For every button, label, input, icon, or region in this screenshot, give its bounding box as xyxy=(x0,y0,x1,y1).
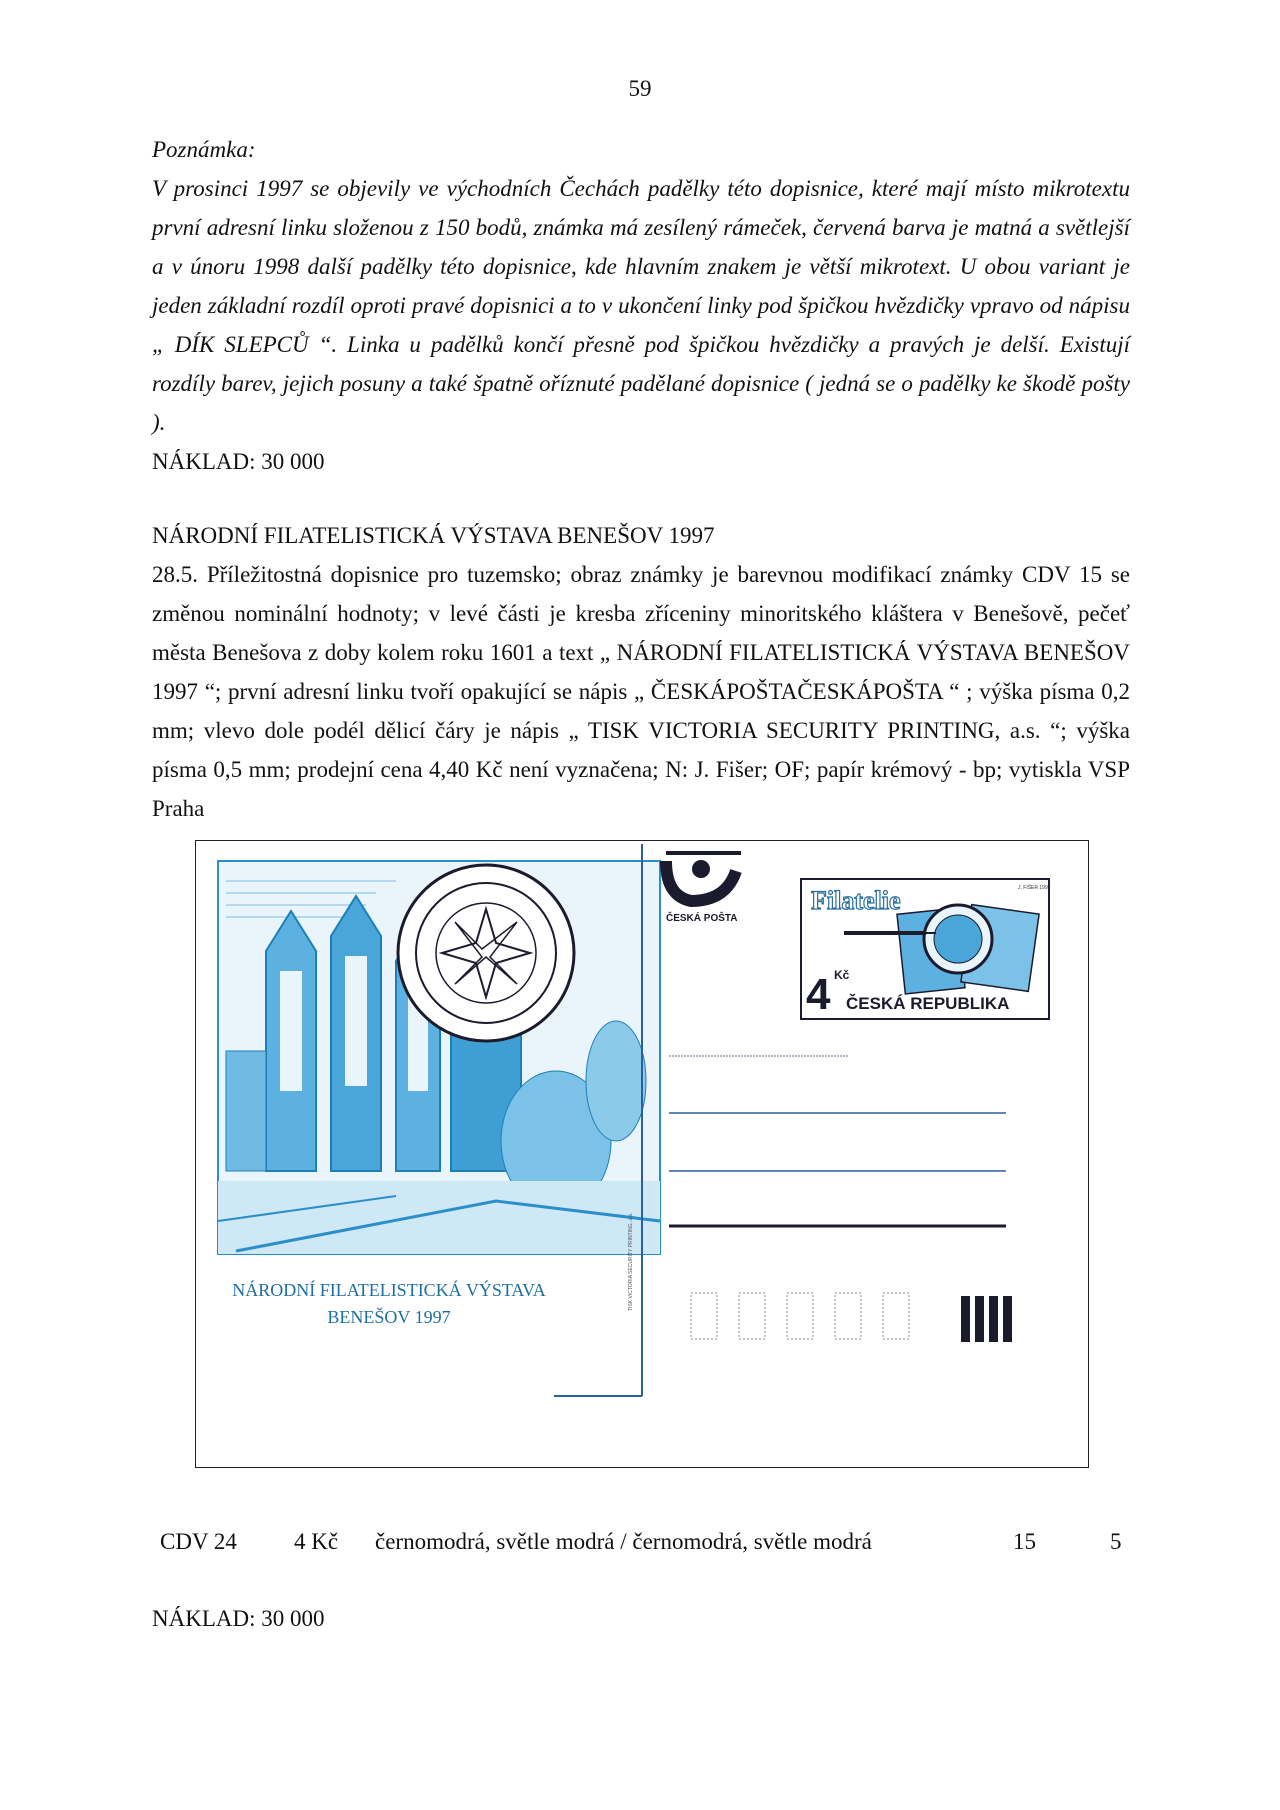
svg-text:TISK VICTORIA SECURITY PRINTIN: TISK VICTORIA SECURITY PRINTING, a.s. xyxy=(628,1212,634,1311)
note-block xyxy=(152,130,1130,481)
card-caption-line1: NÁRODNÍ FILATELISTICKÁ VÝSTAVA xyxy=(232,1280,546,1300)
catalog-colors: černomodrá, světle modrá / černomodrá, světle modrá xyxy=(375,1529,872,1554)
town-seal xyxy=(398,865,574,1041)
stamp-designer: J. FIŠER 1997 xyxy=(1018,885,1051,891)
postcard-image xyxy=(195,840,1089,1468)
catalog-price-mint: 15 xyxy=(1013,1529,1036,1554)
catalog-row xyxy=(0,1529,1280,1569)
note-naklad: NÁKLAD: 30 000 xyxy=(152,449,325,474)
address-lines xyxy=(669,1056,1006,1226)
stamp xyxy=(801,879,1051,1019)
stamp-currency: Kč xyxy=(834,968,850,982)
post-logo-text: ČESKÁ POŠTA xyxy=(666,913,738,924)
section-description: 28.5. Příležitostná dopisnice pro tuzemsko; obraz známky je barevnou modifikací známky CDV 15 se změnou nominální hodnoty; v levé části je kresba zříceniny minoritského kláštera v Benešově, pečeť města Benešova z doby kolem roku 1601 a text „ NÁRODNÍ FILATELISTICKÁ VÝSTAVA BENEŠOV 1997 “; první adresní linku tvoří opakující se nápis „ ČESKÁPOŠTAČESKÁPOŠTA “ ; výška písma 0,2 mm; vlevo dole podél dělicí čáry je nápis „ TISK VICTORIA SECURITY PRINTING, a.s. “; výška písma 0,5 mm; prodejní cena 4,40 Kč není vyznačena; N: J. Fišer; OF; papír krémový - bp; vytiskla VSP Praha xyxy=(152,562,1130,821)
catalog-code: CDV 24 xyxy=(160,1529,237,1554)
page-number: 59 xyxy=(628,76,652,101)
stamp-value: 4 xyxy=(806,970,831,1019)
bottom-naklad: NÁKLAD: 30 000 xyxy=(152,1606,325,1631)
section-title: NÁRODNÍ FILATELISTICKÁ VÝSTAVA BENEŠOV 1997 xyxy=(152,523,715,548)
catalog-value: 4 Kč xyxy=(294,1529,339,1554)
ceska-posta-logo xyxy=(666,853,741,901)
stamp-title: Filatelie xyxy=(811,886,901,915)
note-label: Poznámka: xyxy=(152,137,256,162)
stamp-country: ČESKÁ REPUBLIKA xyxy=(846,994,1010,1013)
postal-code-boxes xyxy=(691,1293,909,1339)
catalog-price-used: 5 xyxy=(1110,1529,1122,1554)
note-body: V prosinci 1997 se objevily ve východních Čechách padělky této dopisnice, které mají místo mikrotextu první adresní linku složenou z 150 bodů, známka má zesílený rámeček, červená barva je matná a světlejší a v únoru 1998 další padělky této dopisnice, kde hlavním znakem je větší mikrotext. U obou variant je jeden základní rozdíl oproti pravé dopisnici a to v ukončení linky pod špičkou hvězdičky vpravo od nápisu „ DÍK SLEPCŮ “. Linka u padělků končí přesně pod špičkou hvězdičky a pravých je delší. Existují rozdíly barev, jejich posuny a také špatně oříznuté padělané dopisnice ( jedná se o padělky ke škodě pošty ). xyxy=(152,176,1130,435)
section-block xyxy=(152,516,1130,828)
sorting-bars xyxy=(961,1296,1012,1342)
card-caption-line2: BENEŠOV 1997 xyxy=(327,1307,451,1327)
